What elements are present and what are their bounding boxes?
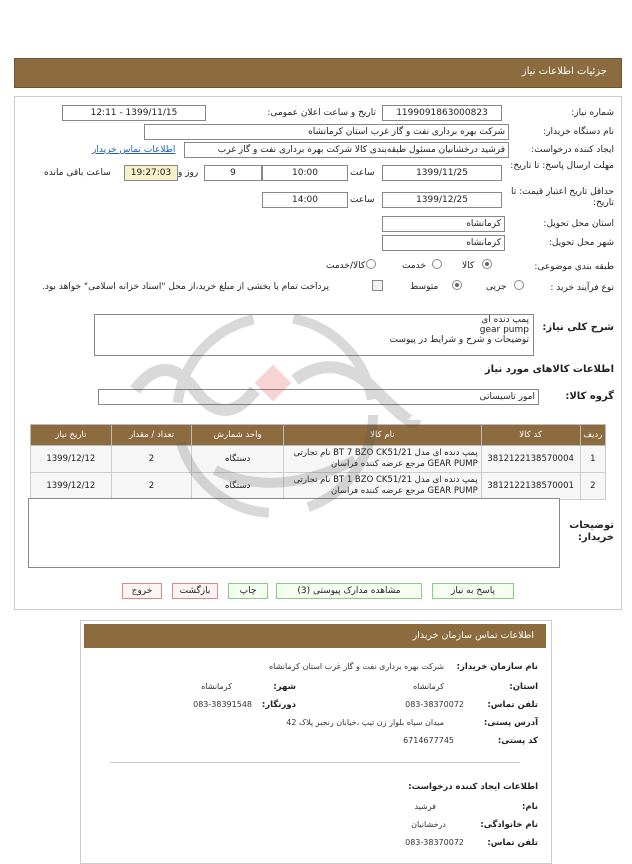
send-date-field: 1399/11/25: [382, 165, 502, 181]
buyer-org-label: نام دستگاه خریدار:: [543, 127, 614, 137]
validity-label: حداقل تاریخ اعتبار قیمت: تا تاریخ:: [511, 187, 614, 208]
announce-label: تاریخ و ساعت اعلان عمومی:: [267, 108, 376, 118]
page-header: [14, 58, 622, 88]
items-table: [30, 424, 606, 500]
send-time-label: ساعت: [350, 168, 375, 178]
province-label: استان محل تحویل:: [543, 219, 614, 229]
days-label: روز و: [178, 168, 199, 178]
contact-org-label: نام سازمان خریدار:: [456, 662, 538, 672]
col-qty: تعداد / مقدار: [111, 425, 192, 446]
send-deadline-label: مهلت ارسال پاسخ: تا تاریخ:: [510, 161, 614, 171]
category-khedmat-radio[interactable]: [432, 259, 442, 270]
cell-name: پمپ دنده ای مدل BT 1 BZO CK51/21 نام تجارتی GEAR PUMP مرجع عرضه کننده فراسان: [283, 473, 481, 500]
exit-button[interactable]: خروج: [122, 583, 162, 599]
col-row: ردیف: [580, 425, 605, 446]
send-time-field: 10:00: [262, 165, 348, 181]
print-button[interactable]: چاپ: [228, 583, 268, 599]
cell-row: 2: [580, 473, 605, 500]
buyer-notes-label: توضیحات خریدار:: [569, 520, 614, 543]
contact-address-label: آدرس پستی:: [483, 718, 538, 728]
contact-phone2-label: تلفن تماس:: [487, 838, 538, 848]
process-medium-label: متوسط: [410, 282, 439, 292]
cell-date: 1399/12/12: [31, 473, 112, 500]
contact-postal-value: 6714677745: [403, 736, 454, 745]
category-khedmat-label: خدمت: [402, 261, 426, 271]
cell-row: 1: [580, 446, 605, 473]
cell-code: 3812122138570001: [481, 473, 580, 500]
summary-label: شرح کلی نیاز:: [542, 322, 614, 333]
category-both-label: کالا/خدمت: [326, 261, 366, 271]
days-field: 9: [204, 165, 262, 181]
contact-family-label: نام خانوادگی:: [480, 820, 538, 830]
process-partial-radio[interactable]: [514, 280, 524, 291]
col-name: نام کالا: [283, 425, 481, 446]
validity-date-field: 1399/12/25: [382, 192, 502, 208]
contact-city-label: شهر:: [273, 682, 296, 692]
table-row[interactable]: [31, 446, 606, 473]
treasury-checkbox[interactable]: [372, 280, 383, 291]
table-row[interactable]: [31, 473, 606, 500]
contact-address-value: میدان سپاه بلوار زن تیپ ،خیابان رنجبر پلاک 42: [286, 718, 444, 727]
goods-group-label: گروه کالا:: [565, 391, 614, 402]
contact-phone2-value: 083-38370072: [405, 838, 464, 847]
table-header-row: [31, 425, 606, 446]
process-type-label: نوع فرآیند خرید :: [550, 283, 614, 293]
payment-note: پرداخت تمام یا بخشی از مبلغ خرید،از محل "اسناد خزانه اسلامی" خواهد بود.: [42, 282, 330, 292]
announce-field: 1399/11/15 - 12:11: [62, 105, 206, 121]
cell-name: پمپ دنده ای مدل BT 7 BZO CK51/21 نام تجارتی GEAR PUMP مرجع عرضه کننده فراسان: [283, 446, 481, 473]
contact-province-value: کرمانشاه: [413, 682, 444, 691]
goods-info-title: اطلاعات کالاهای مورد نیاز: [484, 364, 614, 375]
cell-date: 1399/12/12: [31, 446, 112, 473]
cell-unit: دستگاه: [192, 473, 284, 500]
cell-unit: دستگاه: [192, 446, 284, 473]
contact-phone-value: 083-38370072: [405, 700, 464, 709]
summary-line-3: توضیحات و شرح و شرایط در پیوست: [389, 335, 529, 345]
creator-label: ایجاد کننده درخواست:: [531, 145, 614, 155]
contact-fax-label: دورنگار:: [261, 700, 296, 710]
reply-button[interactable]: پاسخ به نیاز: [432, 583, 514, 599]
category-both-radio[interactable]: [366, 259, 376, 270]
contact-family-value: درخشانیان: [411, 820, 446, 829]
contact-org-value: شرکت بهره برداری نفت و گاز غرب استان کرمانشاه: [268, 662, 444, 671]
attachments-button[interactable]: مشاهده مدارک پیوستی (3): [276, 583, 422, 599]
validity-time-field: 14:00: [262, 192, 348, 208]
cell-qty: 2: [111, 473, 192, 500]
cell-qty: 2: [111, 446, 192, 473]
remaining-label: ساعت باقی مانده: [44, 168, 111, 178]
category-kala-label: کالا: [462, 261, 475, 271]
creator-field: فرشید درخشانیان مسئول طبقه‌بندی کالا شرکت بهره برداری نفت و گاز غرب: [184, 142, 509, 158]
process-medium-radio[interactable]: [452, 280, 462, 291]
page-title: جزئیات اطلاعات نیاز: [521, 66, 607, 77]
contact-province-label: استان:: [509, 682, 538, 692]
goods-group-field: امور تاسیساتی: [98, 389, 539, 405]
summary-textarea[interactable]: [94, 314, 534, 356]
summary-line-1: پمپ دنده ای: [481, 315, 529, 325]
city-label: شهر محل تحویل:: [548, 238, 614, 248]
contact-name-value: فرشید: [414, 802, 436, 811]
remaining-time-field: 19:27:03: [124, 165, 178, 181]
creator-section-label: اطلاعات ایجاد کننده درخواست:: [408, 782, 538, 792]
summary-line-2: gear pump: [479, 325, 529, 335]
contact-name-label: نام:: [521, 802, 538, 812]
buyer-contact-link[interactable]: اطلاعات تماس خریدار: [92, 145, 176, 155]
contact-fax-value: 083-38391548: [193, 700, 252, 709]
contact-postal-label: کد پستی:: [497, 736, 538, 746]
col-unit: واحد شمارش: [192, 425, 284, 446]
contact-divider: [110, 762, 520, 763]
validity-time-label: ساعت: [350, 195, 375, 205]
category-kala-radio[interactable]: [482, 259, 492, 270]
back-button[interactable]: بازگشت: [172, 583, 218, 599]
col-date: تاریخ نیاز: [31, 425, 112, 446]
need-number-label: شماره نیاز:: [571, 108, 614, 118]
cell-code: 3812122138570004: [481, 446, 580, 473]
buyer-org-field: شرکت بهره برداری نفت و گاز غرب استان کرمانشاه: [144, 124, 509, 140]
city-field: کرمانشاه: [382, 235, 505, 251]
province-field: کرمانشاه: [382, 216, 505, 232]
contact-city-value: کرمانشاه: [201, 682, 232, 691]
buyer-notes-box[interactable]: [28, 498, 560, 568]
need-number-field: 1199091863000823: [382, 105, 502, 121]
process-partial-label: جزیی: [486, 282, 507, 292]
contact-title: اطلاعات تماس سازمان خریدار: [412, 630, 534, 641]
category-label: طبقه بندی موضوعی:: [534, 262, 614, 272]
contact-phone-label: تلفن تماس:: [487, 700, 538, 710]
contact-header: [84, 624, 546, 648]
col-code: کد کالا: [481, 425, 580, 446]
